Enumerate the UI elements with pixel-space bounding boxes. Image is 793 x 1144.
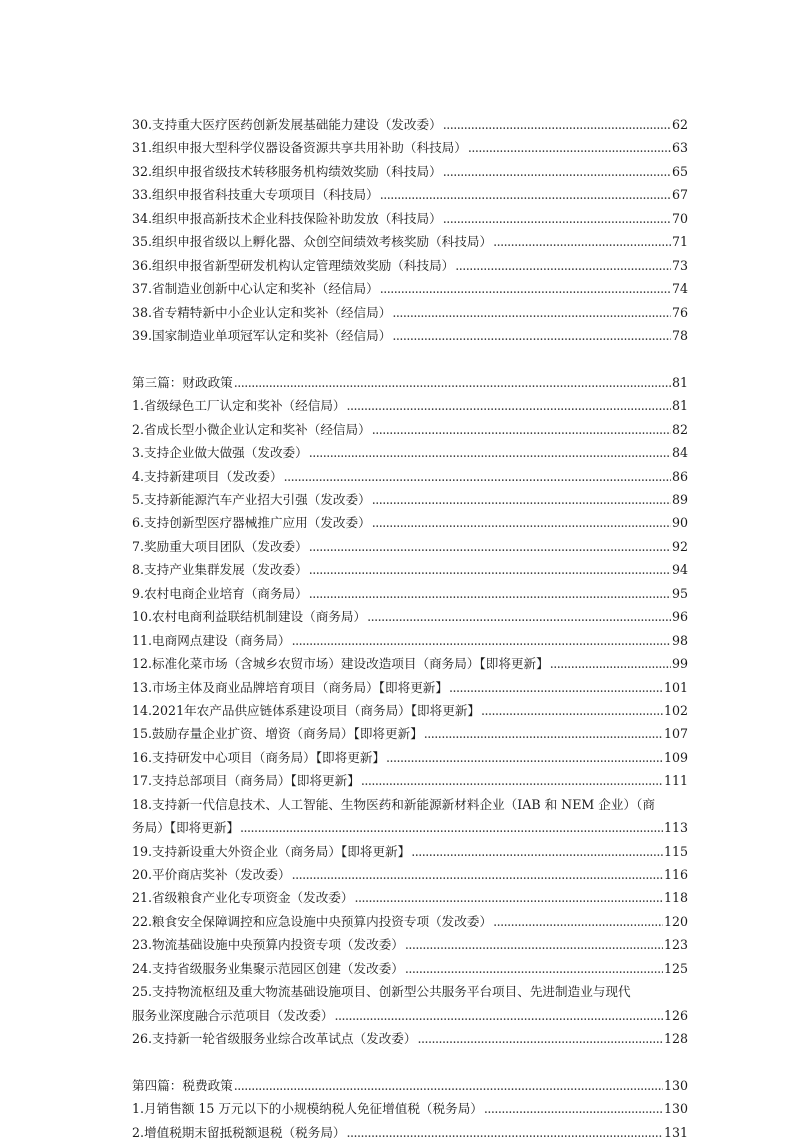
dot-leader [386, 746, 663, 769]
toc-entry[interactable] [132, 840, 688, 863]
toc-entry-label: 14.2021年农产品供应链体系建设项目（商务局）【即将更新】 [132, 702, 481, 718]
toc-entry-label: 13.市场主体及商业品牌培育项目（商务局）【即将更新】 [132, 679, 448, 695]
toc-entry-label: 39.国家制造业单项冠军认定和奖补（经信局） [132, 327, 392, 343]
toc-page-number: 107 [663, 726, 688, 742]
toc-page-number: 123 [663, 937, 688, 953]
toc-page-number: 101 [663, 679, 688, 695]
toc-page-number: 109 [663, 749, 688, 765]
toc-entry-label: 9.农村电商企业培育（商务局） [132, 585, 308, 601]
toc-entry-label: 12.标准化菜市场（含城乡农贸市场）建设改造项目（商务局）【即将更新】 [132, 656, 549, 672]
toc-entry[interactable] [132, 605, 688, 628]
toc-entry-label: 8.支持产业集群发展（发改委） [132, 562, 308, 578]
toc-page-number: 71 [671, 234, 688, 250]
dot-leader [468, 136, 671, 159]
toc-page-number: 131 [663, 1124, 688, 1140]
toc-entry-label: 17.支持总部项目（商务局）【即将更新】 [132, 773, 360, 789]
toc-entry-label: 服务业深度融合示范项目（发改委） [132, 1007, 334, 1023]
toc-entry-label: 2.省成长型小微企业认定和奖补（经信局） [132, 421, 371, 437]
dot-leader [392, 301, 671, 324]
toc-page-number: 113 [663, 820, 688, 836]
toc-page-number: 81 [671, 398, 688, 414]
toc-entry[interactable] [132, 207, 688, 230]
toc-page-number: 118 [663, 890, 688, 906]
toc-entry-label: 5.支持新能源汽车产业招大引强（发改委） [132, 492, 371, 507]
toc-page-number: 84 [671, 445, 688, 461]
toc-entry[interactable] [132, 535, 688, 558]
section-spacer [132, 1051, 688, 1074]
toc-page-number: 92 [671, 538, 688, 554]
dot-leader [372, 488, 671, 511]
toc-entry-label: 第三篇：财政政策 [132, 374, 233, 390]
toc-entry-label: 31.组织申报大型科学仪器设备资源共享共用补助（科技局） [132, 140, 467, 156]
toc-page-number: 130 [663, 1101, 688, 1117]
toc-entry[interactable] [132, 793, 688, 840]
toc-page-number: 111 [663, 773, 688, 789]
toc-page-number: 65 [671, 163, 688, 179]
toc-entry[interactable] [132, 863, 688, 886]
dot-leader [405, 933, 663, 956]
dot-leader [309, 441, 671, 464]
dot-leader [309, 558, 671, 581]
dot-leader [493, 230, 671, 253]
toc-entry-label: 7.奖励重大项目团队（发改委） [132, 538, 308, 554]
toc-entry-label: 24.支持省级服务业集聚示范园区创建（发改委） [132, 960, 404, 976]
toc-entry[interactable] [132, 933, 688, 956]
toc-entry-label: 4.支持新建项目（发改委） [132, 468, 283, 484]
toc-entry[interactable] [132, 886, 688, 909]
toc-page-number: 63 [671, 140, 688, 156]
toc-entry-label: 第四篇：税费政策 [132, 1077, 233, 1093]
dot-leader [449, 676, 663, 699]
toc-entry-label: 20.平价商店奖补（发改委） [132, 867, 291, 882]
dot-leader [347, 394, 671, 417]
toc-page-number: 128 [663, 1031, 688, 1047]
toc-entry[interactable] [132, 277, 688, 300]
toc-entry[interactable] [132, 160, 688, 183]
toc-entry-label: 36.组织申报省新型研发机构认定管理绩效奖励（科技局） [132, 257, 455, 273]
toc-entry[interactable] [132, 980, 688, 1027]
dot-leader [372, 418, 671, 441]
toc-entry-label: 3.支持企业做大做强（发改委） [132, 445, 308, 461]
toc-entry[interactable] [132, 746, 688, 769]
toc-page-number: 95 [671, 585, 688, 601]
dot-leader [493, 910, 663, 933]
dot-leader [443, 160, 671, 183]
toc-entry[interactable] [132, 722, 688, 745]
dot-leader [424, 722, 663, 745]
dot-leader [309, 582, 671, 605]
toc-entry[interactable] [132, 558, 688, 581]
toc-page-number: 81 [671, 374, 688, 390]
toc-entry[interactable] [132, 582, 688, 605]
toc-entry-label: 26.支持新一轮省级服务业综合改革试点（发改委） [132, 1031, 417, 1047]
toc-page-number: 73 [671, 257, 688, 273]
toc-entry-continuation [132, 816, 688, 839]
dot-leader [484, 1097, 663, 1120]
toc-entry[interactable] [132, 230, 688, 253]
toc-entry[interactable] [132, 113, 688, 136]
toc-entry-label: 33.组织申报省科技重大专项项目（科技局） [132, 187, 379, 203]
toc-entry-label: 务局）【即将更新】 [132, 820, 240, 836]
toc-page-number: 62 [671, 117, 688, 132]
dot-leader [347, 1121, 663, 1144]
dot-leader [309, 535, 671, 558]
toc-entry-label: 1.省级绿色工厂认定和奖补（经信局） [132, 398, 346, 414]
toc-entry-label: 22.粮食安全保障调控和应急设施中央预算内投资专项（发改委） [132, 913, 493, 929]
dot-leader [335, 1004, 663, 1027]
toc-entry-label: 16.支持研发中心项目（商务局）【即将更新】 [132, 749, 386, 765]
toc-page-number: 82 [671, 421, 688, 437]
dot-leader [234, 1074, 663, 1097]
toc-entry-label: 25.支持物流枢纽及重大物流基础设施项目、创新型公共服务平台项目、先进制造业与现代 [132, 984, 631, 1000]
toc-entry[interactable] [132, 371, 688, 394]
toc-page-number: 67 [671, 187, 688, 203]
dot-leader [418, 1027, 663, 1050]
toc-entry-label: 11.电商网点建设（商务局） [132, 632, 291, 648]
toc-entry-label: 35.组织申报省级以上孵化器、众创空间绩效考核奖励（科技局） [132, 234, 493, 250]
dot-leader [443, 207, 671, 230]
toc-entry-label: 1.月销售额 15 万元以下的小规模纳税人免征增值税（税务局） [132, 1101, 483, 1117]
toc-entry[interactable] [132, 418, 688, 441]
table-of-contents [132, 113, 688, 1144]
toc-entry-label: 10.农村电商利益联结机制建设（商务局） [132, 609, 367, 625]
toc-page-number: 74 [671, 281, 688, 297]
toc-page-number: 99 [671, 656, 688, 672]
dot-leader [481, 699, 663, 722]
toc-page-number: 130 [663, 1077, 688, 1093]
toc-entry-label: 38.省专精特新中小企业认定和奖补（经信局） [132, 304, 392, 320]
toc-entry[interactable] [132, 511, 688, 534]
toc-entry[interactable] [132, 136, 688, 159]
toc-entry[interactable] [132, 488, 688, 511]
dot-leader [372, 511, 671, 534]
toc-page-number: 116 [663, 867, 688, 882]
toc-entry[interactable] [132, 254, 688, 277]
toc-entry-label: 34.组织申报高新技术企业科技保险补助发放（科技局） [132, 210, 442, 226]
toc-page-number: 90 [671, 515, 688, 531]
toc-entry[interactable] [132, 652, 688, 675]
toc-entry[interactable] [132, 301, 688, 324]
toc-page-number: 125 [663, 960, 688, 976]
dot-leader [292, 863, 663, 886]
toc-entry[interactable] [132, 769, 688, 792]
toc-page-number: 102 [663, 702, 688, 718]
section-spacer [132, 347, 688, 370]
toc-entry-label: 37.省制造业创新中心认定和奖补（经信局） [132, 281, 379, 297]
dot-leader [380, 183, 671, 206]
toc-entry-label: 18.支持新一代信息技术、人工智能、生物医药和新能源新材料企业（IAB 和 NEM 企业）（商 [132, 796, 655, 812]
toc-page-number: 94 [671, 562, 688, 578]
toc-entry[interactable] [132, 1097, 688, 1120]
toc-entry[interactable] [132, 676, 688, 699]
toc-entry[interactable] [132, 1121, 688, 1144]
toc-entry-label: 19.支持新设重大外资企业（商务局）【即将更新】 [132, 843, 411, 859]
dot-leader [240, 816, 663, 839]
dot-leader [367, 605, 671, 628]
toc-entry[interactable] [132, 910, 688, 933]
toc-entry[interactable] [132, 465, 688, 488]
dot-leader [234, 371, 671, 394]
dot-leader [405, 957, 663, 980]
toc-page-number: 120 [663, 913, 688, 929]
dot-leader [550, 652, 671, 675]
dot-leader [455, 254, 671, 277]
dot-leader [380, 277, 671, 300]
toc-entry[interactable] [132, 324, 688, 347]
dot-leader [443, 113, 671, 136]
dot-leader [284, 465, 671, 488]
toc-entry-label: 2.增值税期末留抵税额退税（税务局） [132, 1124, 346, 1140]
toc-page-number: 96 [671, 609, 688, 625]
toc-entry-label: 32.组织申报省级技术转移服务机构绩效奖励（科技局） [132, 163, 442, 179]
dot-leader [355, 886, 663, 909]
toc-entry-label: 21.省级粮食产业化专项资金（发改委） [132, 890, 354, 906]
toc-page-number: 89 [671, 492, 688, 507]
toc-entry-label: 23.物流基础设施中央预算内投资专项（发改委） [132, 937, 404, 953]
toc-entry[interactable] [132, 699, 688, 722]
toc-entry-label: 15.鼓励存量企业扩资、增资（商务局）【即将更新】 [132, 726, 423, 742]
toc-page-number: 98 [671, 632, 688, 648]
toc-entry-label: 6.支持创新型医疗器械推广应用（发改委） [132, 515, 371, 531]
toc-page-number: 126 [663, 1007, 688, 1023]
toc-page-number: 78 [671, 327, 688, 343]
dot-leader [411, 840, 663, 863]
toc-entry[interactable] [132, 957, 688, 980]
toc-page-number: 76 [671, 304, 688, 320]
toc-entry[interactable] [132, 183, 688, 206]
toc-entry[interactable] [132, 629, 688, 652]
toc-page-number: 86 [671, 468, 688, 484]
dot-leader [392, 324, 671, 347]
dot-leader [361, 769, 663, 792]
toc-entry[interactable] [132, 1074, 688, 1097]
dot-leader [292, 629, 671, 652]
toc-page-number: 115 [663, 843, 688, 859]
toc-entry-label: 30.支持重大医疗医药创新发展基础能力建设（发改委） [132, 117, 442, 132]
toc-entry[interactable] [132, 1027, 688, 1050]
toc-page-number: 70 [671, 210, 688, 226]
toc-entry[interactable] [132, 394, 688, 417]
toc-entry-continuation [132, 1004, 688, 1027]
toc-entry[interactable] [132, 441, 688, 464]
